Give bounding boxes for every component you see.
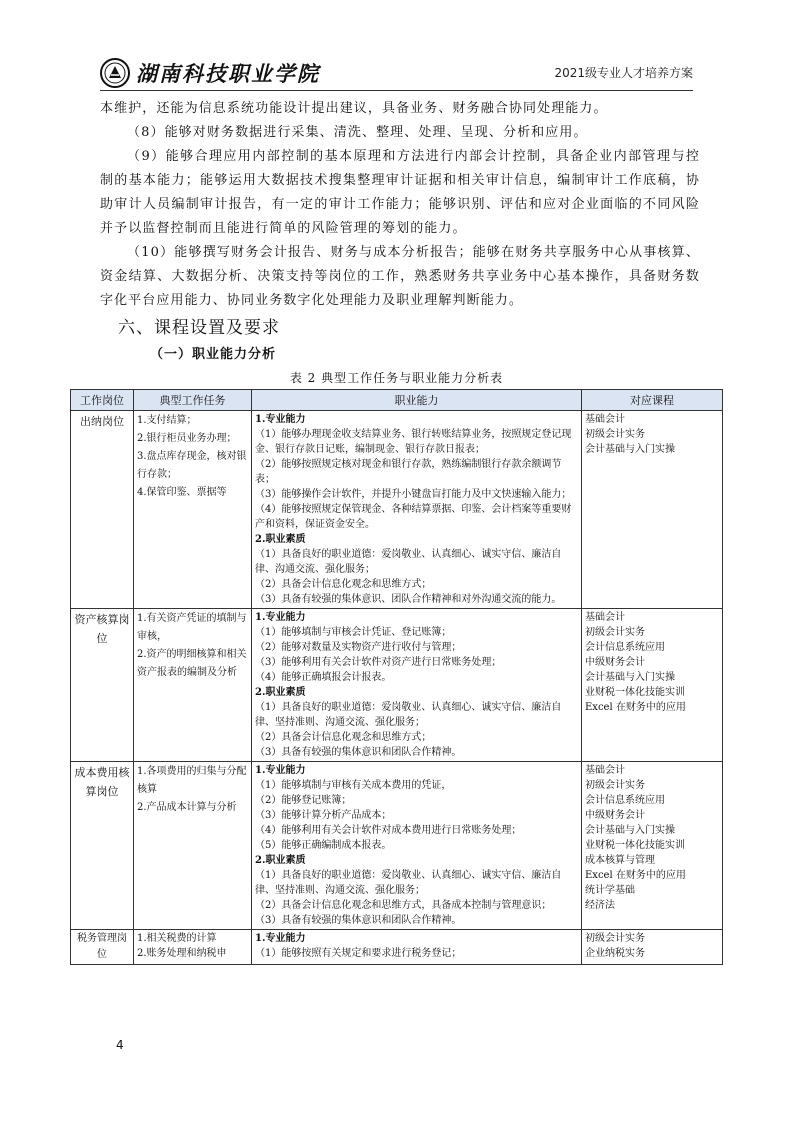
ability-item: （3）能够利用有关会计软件对资产进行日常账务处理； xyxy=(255,657,502,668)
ability-item: （5）能够正确编制成本报表。 xyxy=(255,840,392,851)
ability-item: （2）具备会计信息化观念和思维方式，具备成本控制与管理意识； xyxy=(255,900,552,911)
ability-item: （1）具备良好的职业道德：爱岗敬业、认真细心、诚实守信、廉洁自律、坚持准则、沟通交流、强化服务； xyxy=(255,870,562,896)
ability-item: （1）能够按照有关规定和要求进行税务登记； xyxy=(255,948,462,959)
task-item: 2.账务处理和纳税申 xyxy=(137,948,227,959)
ability-heading: 2.职业素质 xyxy=(255,687,306,698)
page-header xyxy=(100,58,693,88)
ability-analysis-table xyxy=(70,389,723,965)
course-cell xyxy=(582,930,723,965)
paragraph: （10）能够撰写财务会计报告、财务与成本分析报告；能够在财务共享服务中心从事核算、资金结算、大数据分析、决策支持等岗位的工作，熟悉财务共享业务中心基本操作，具备财务数字化平台应用能力、协同业务数字化处理能力及职业理解判断能力。 xyxy=(100,245,700,308)
task-item: 1.有关资产凭证的填制与审核， xyxy=(137,613,247,642)
ability-heading: 2.职业素质 xyxy=(255,534,306,545)
course-item: 企业纳税实务 xyxy=(585,948,645,959)
paragraph: （9）能够合理应用内部控制的基本原理和方法进行内部会计控制，具备企业内部管理与控制的基本能力；能够运用大数据技术搜集整理审计证据和相关审计信息，编制审计工作底稿，协助审计人员编制审计报告，有一定的审计工作能力；能够识别、评估和应对企业面临的不同风险并予以监督控制而且能进行简单的风险管理的筹划的能力。 xyxy=(100,149,700,236)
course-item: 业财税一体化技能实训 xyxy=(585,840,685,851)
task-item: 3.盘点库存现金，核对银行存款； xyxy=(137,451,247,480)
ability-heading: 1.专业能力 xyxy=(255,612,306,623)
page-number: 4 xyxy=(116,1038,124,1052)
school-emblem-icon xyxy=(100,58,130,88)
course-item: 经济法 xyxy=(585,900,615,911)
task-cell xyxy=(134,762,252,930)
ability-item: （3）能够操作会计软件，并提升小键盘盲打能力及中文快速输入能力； xyxy=(255,489,572,500)
post-cell: 资产核算岗位 xyxy=(71,609,134,762)
paragraph: （8）能够对财务数据进行采集、清洗、整理、处理、呈现、分析和应用。 xyxy=(127,125,588,140)
task-item: 1.各项费用的归集与分配核算 xyxy=(137,766,247,795)
course-cell xyxy=(582,609,723,762)
ability-item: （1）能够填制与审核有关成本费用的凭证， xyxy=(255,780,452,791)
ability-item: （3）具备有较强的集体意识和团队合作精神。 xyxy=(255,747,462,758)
ability-item: （3）具备有较强的集体意识、团队合作精神和对外沟通交流的能力。 xyxy=(255,594,562,605)
section-heading: 六、课程设置及要求 xyxy=(118,318,280,338)
table-row xyxy=(71,762,723,930)
ability-item: （1）能够填制与审核会计凭证、登记账簿； xyxy=(255,627,452,638)
course-item: Excel 在财务中的应用 xyxy=(585,702,686,713)
school-logo xyxy=(100,58,320,88)
ability-heading: 2.职业素质 xyxy=(255,855,306,866)
table-caption: 表 2 典型工作任务与职业能力分析表 xyxy=(289,371,504,385)
task-item: 1.相关税费的计算 xyxy=(137,933,217,944)
table-row xyxy=(71,609,723,762)
ability-heading: 1.专业能力 xyxy=(255,414,306,425)
course-item: Excel 在财务中的应用 xyxy=(585,870,686,881)
sub-heading: （一）职业能力分析 xyxy=(150,347,277,362)
course-item: 基础会计 xyxy=(585,765,625,776)
header-post: 工作岗位 xyxy=(71,390,134,411)
ability-item: （1）具备良好的职业道德：爱岗敬业、认真细心、诚实守信、廉洁自律、坚持准则、沟通交流、强化服务； xyxy=(255,702,562,728)
post-cell: 税务管理岗位 xyxy=(71,930,134,965)
task-cell xyxy=(134,609,252,762)
course-item: 中级财务会计 xyxy=(585,657,645,668)
school-name: 湖南科技职业学院 xyxy=(136,61,320,86)
table-row xyxy=(71,411,723,609)
task-cell xyxy=(134,411,252,609)
task-cell xyxy=(134,930,252,965)
course-item: 业财税一体化技能实训 xyxy=(585,687,685,698)
ability-item: （4）能够正确填报会计报表。 xyxy=(255,672,392,683)
table-row xyxy=(71,930,723,965)
header-course: 对应课程 xyxy=(582,390,723,411)
body-text xyxy=(100,97,700,313)
ability-item: （3）能够计算分析产品成本； xyxy=(255,810,392,821)
course-item: 统计学基础 xyxy=(585,885,635,896)
task-item: 1.支付结算； xyxy=(137,415,197,426)
course-item: 会计信息系统应用 xyxy=(585,795,665,806)
task-item: 2.资产的明细核算和相关资产报表的编制及分析 xyxy=(137,649,247,678)
course-item: 会计基础与入门实操 xyxy=(585,672,675,683)
course-item: 初级会计实务 xyxy=(585,933,645,944)
course-cell xyxy=(582,411,723,609)
header-ability: 职业能力 xyxy=(252,390,582,411)
ability-item: （1）能够办理现金收支结算业务、银行转账结算业务，按照规定登记现金、银行存款日记账，编制现金、银行存款日报表； xyxy=(255,429,572,455)
course-item: 成本核算与管理 xyxy=(585,855,655,866)
course-item: 初级会计实务 xyxy=(585,780,645,791)
course-item: 初级会计实务 xyxy=(585,429,645,440)
table-header-row xyxy=(71,390,723,411)
ability-item: （2）能够登记账簿； xyxy=(255,795,352,806)
ability-cell xyxy=(252,762,582,930)
paragraph: 本维护，还能为信息系统功能设计提出建议，具备业务、财务融合协同处理能力。 xyxy=(100,101,608,116)
course-item: 基础会计 xyxy=(585,414,625,425)
post-cell: 出纳岗位 xyxy=(71,411,134,609)
course-item: 会计基础与入门实操 xyxy=(585,444,675,455)
task-item: 4.保管印鉴、票据等 xyxy=(137,487,227,498)
ability-item: （4）能够利用有关会计软件对成本费用进行日常账务处理； xyxy=(255,825,522,836)
post-cell: 成本费用核算岗位 xyxy=(71,762,134,930)
document-title: 2021级专业人才培养方案 xyxy=(554,66,693,80)
ability-item: （2）具备会计信息化观念和思维方式； xyxy=(255,579,432,590)
course-item: 会计信息系统应用 xyxy=(585,642,665,653)
task-item: 2.银行柜员业务办理； xyxy=(137,433,237,444)
ability-cell xyxy=(252,411,582,609)
header-task: 典型工作任务 xyxy=(134,390,252,411)
course-cell xyxy=(582,762,723,930)
task-item: 2.产品成本计算与分析 xyxy=(137,802,237,813)
course-item: 基础会计 xyxy=(585,612,625,623)
ability-cell xyxy=(252,930,582,965)
ability-item: （2）能够按照规定核对现金和银行存款，熟练编制银行存款余额调节表； xyxy=(255,459,562,485)
ability-item: （2）能够对数量及实物资产进行收付与管理； xyxy=(255,642,462,653)
ability-item: （4）能够按照规定保管现金、各种结算票据、印鉴、会计档案等重要财产和资料，保证资金安全。 xyxy=(255,504,572,530)
ability-item: （1）具备良好的职业道德：爱岗敬业、认真细心、诚实守信、廉洁自律、沟通交流、强化服务； xyxy=(255,549,562,575)
ability-cell xyxy=(252,609,582,762)
ability-item: （3）具备有较强的集体意识和团队合作精神。 xyxy=(255,915,462,926)
course-item: 中级财务会计 xyxy=(585,810,645,821)
ability-heading: 1.专业能力 xyxy=(255,765,306,776)
course-item: 会计基础与入门实操 xyxy=(585,825,675,836)
header-divider xyxy=(100,90,693,91)
ability-heading: 1.专业能力 xyxy=(255,933,306,944)
ability-item: （2）具备会计信息化观念和思维方式； xyxy=(255,732,432,743)
course-item: 初级会计实务 xyxy=(585,627,645,638)
